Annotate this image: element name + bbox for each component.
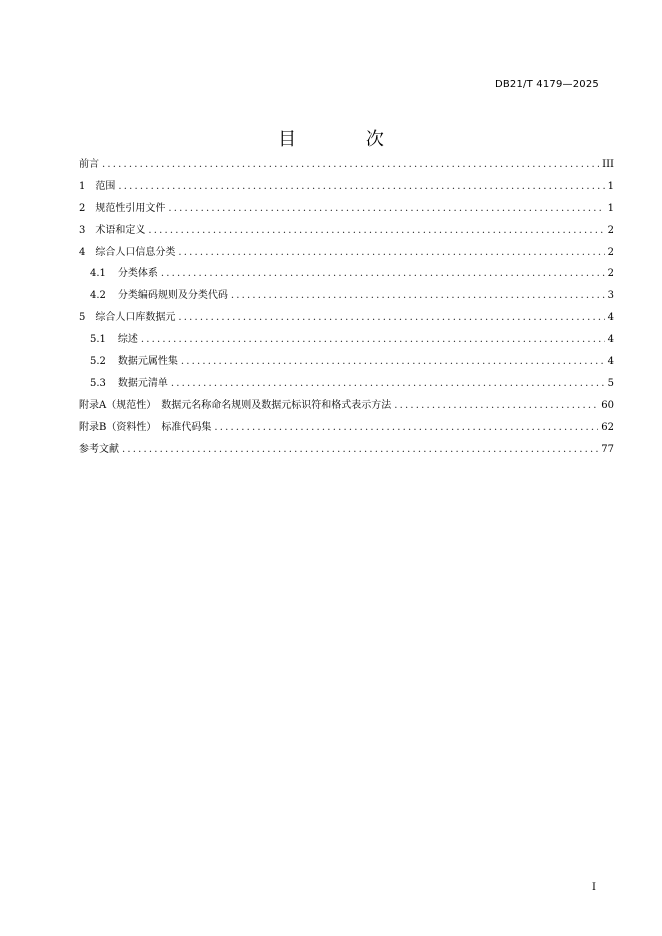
toc-entry-page: 1 [607,180,614,192]
toc-entry-classification-system[interactable] [79,263,614,285]
toc-entry-text: 前言 [79,159,99,170]
toc-entry-appendix-b[interactable] [79,417,614,439]
toc-leader-dots [148,220,604,242]
toc-entry-number: 5 [79,312,86,324]
toc-leader-dots [102,154,599,176]
toc-entry-number: 5.3 [90,377,106,389]
toc-entry-text: 范围 [95,180,116,192]
toc-entry-page: III [602,159,614,170]
toc-leader-dots [231,285,605,307]
toc-entry-number: 5.2 [90,356,106,368]
toc-entry-number: 1 [79,180,86,192]
toc-entry-overview[interactable] [79,329,614,351]
toc-entry-element-list[interactable] [79,373,614,395]
toc-entry-foreword[interactable] [79,154,614,176]
toc-entry-page: 3 [607,290,614,302]
toc-leader-dots [161,263,605,285]
toc-entry-text: 附录B（资料性） 标准代码集 [79,421,212,433]
toc-entry-page: 2 [607,268,614,280]
toc-leader-dots [171,373,605,395]
toc-entry-text: 分类编码规则及分类代码 [117,290,228,302]
toc-entry-appendix-a[interactable] [79,395,614,417]
toc-entry-data-elements[interactable] [79,307,614,329]
toc-entry-number: 4.2 [90,290,106,302]
table-of-contents [79,154,614,460]
toc-entry-text: 综合人口库数据元 [95,312,176,324]
toc-leader-dots [122,439,598,461]
toc-entry-page: 2 [607,224,614,236]
toc-entry-coding-rules[interactable] [79,285,614,307]
toc-entry-normative-references[interactable] [79,198,614,220]
toc-entry-text: 规范性引用文件 [95,202,166,214]
toc-entry-page: 60 [601,399,614,411]
toc-entry-number: 5.1 [90,334,106,346]
toc-leader-dots [394,395,598,417]
toc-entry-text: 分类体系 [117,268,158,280]
toc-entry-text: 参考文献 [79,443,119,455]
toc-entry-bibliography[interactable] [79,439,614,461]
toc-leader-dots [141,329,605,351]
toc-entry-attribute-set[interactable] [79,351,614,373]
toc-entry-text: 数据元属性集 [117,356,178,368]
toc-entry-text: 综合人口信息分类 [95,246,176,258]
toc-entry-page: 4 [607,334,614,346]
toc-entry-terms-definitions[interactable] [79,220,614,242]
toc-leader-dots [214,417,598,439]
toc-leader-dots [168,198,604,220]
document-code: DB21/T 4179—2025 [494,79,599,90]
toc-entry-page: 77 [601,443,614,455]
toc-entry-text: 数据元清单 [117,377,168,389]
toc-entry-text: 综述 [117,334,138,346]
toc-entry-number: 3 [79,224,86,236]
toc-entry-page: 62 [601,421,614,433]
toc-entry-page: 4 [607,356,614,368]
toc-entry-page: 1 [607,202,614,214]
toc-entry-page: 2 [607,246,614,258]
toc-leader-dots [118,176,604,198]
toc-entry-text: 附录A（规范性） 数据元名称命名规则及数据元标识符和格式表示方法 [79,399,392,411]
toc-entry-number: 4.1 [90,268,106,280]
toc-entry-scope[interactable] [79,176,614,198]
toc-entry-page: 5 [607,377,614,389]
toc-entry-classification[interactable] [79,242,614,264]
toc-entry-number: 4 [79,246,86,258]
toc-leader-dots [181,351,605,373]
toc-entry-page: 4 [607,312,614,324]
toc-entry-text: 术语和定义 [95,224,146,236]
toc-title: 目 次 [278,129,416,150]
toc-leader-dots [178,307,604,329]
toc-leader-dots [178,242,604,264]
toc-entry-number: 2 [79,202,86,214]
page-number: I [592,882,596,893]
